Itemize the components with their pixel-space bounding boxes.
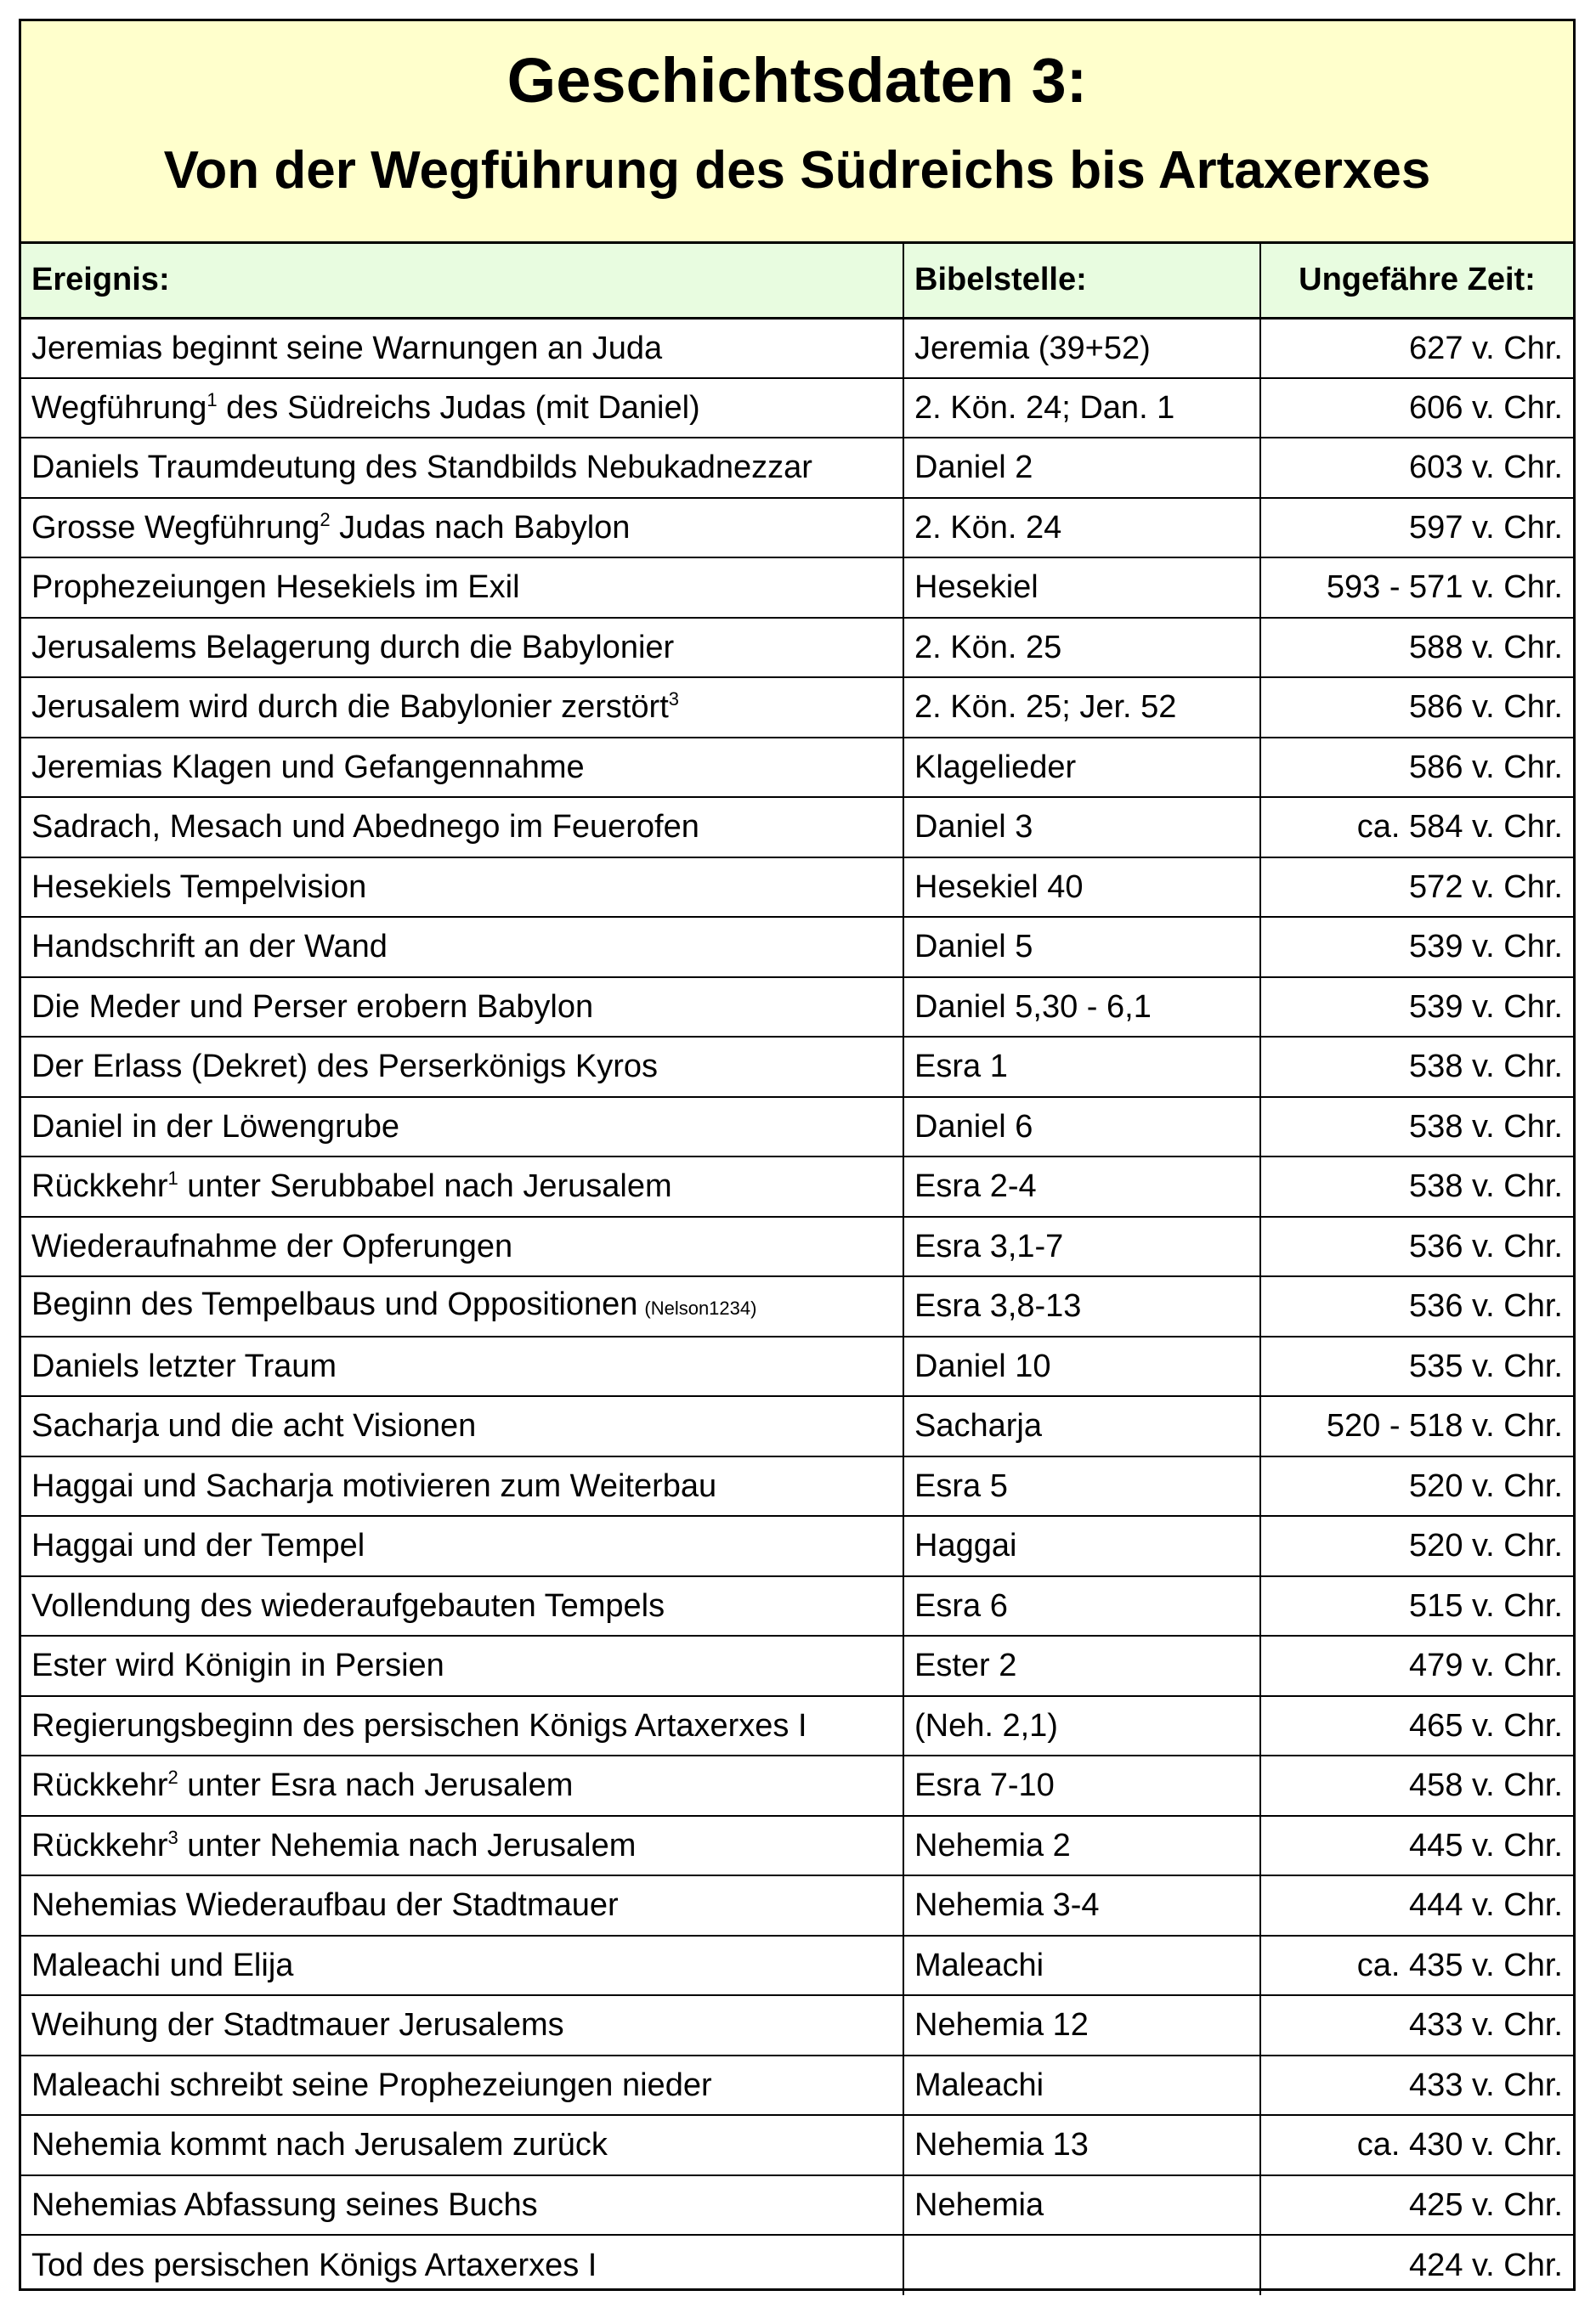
reference-cell: Nehemia 13 bbox=[903, 2115, 1260, 2175]
event-text: Daniels letzter Traum bbox=[31, 1348, 337, 1384]
table-row bbox=[21, 797, 1573, 857]
event-cell bbox=[21, 1456, 903, 1517]
table-row bbox=[21, 1756, 1573, 1816]
event-text: Nehemia kommt nach Jerusalem zurück bbox=[31, 2127, 608, 2163]
event-text: Nehemias Wiederaufbau der Stadtmauer bbox=[31, 1887, 619, 1924]
time-cell: 520 - 518 v. Chr. bbox=[1260, 1396, 1573, 1456]
reference-cell: Daniel 6 bbox=[903, 1097, 1260, 1157]
table-row bbox=[21, 1337, 1573, 1397]
event-text: Rückkehr bbox=[31, 1168, 168, 1205]
time-cell: 520 v. Chr. bbox=[1260, 1456, 1573, 1517]
reference-cell: Daniel 2 bbox=[903, 438, 1260, 498]
time-cell: 539 v. Chr. bbox=[1260, 977, 1573, 1038]
reference-cell: Daniel 5,30 - 6,1 bbox=[903, 977, 1260, 1038]
event-text: Daniel in der Löwengrube bbox=[31, 1108, 400, 1145]
reference-cell: Esra 1 bbox=[903, 1037, 1260, 1097]
time-cell: 539 v. Chr. bbox=[1260, 917, 1573, 977]
time-cell: 606 v. Chr. bbox=[1260, 378, 1573, 438]
time-cell: 593 - 571 v. Chr. bbox=[1260, 557, 1573, 618]
page-title: Geschichtsdaten 3: bbox=[507, 45, 1088, 116]
event-text: Rückkehr bbox=[31, 1827, 168, 1863]
time-cell: 458 v. Chr. bbox=[1260, 1756, 1573, 1816]
reference-cell: Sacharja bbox=[903, 1396, 1260, 1456]
reference-cell: Daniel 3 bbox=[903, 797, 1260, 857]
table-row bbox=[21, 557, 1573, 618]
time-cell: 538 v. Chr. bbox=[1260, 1097, 1573, 1157]
time-cell: 538 v. Chr. bbox=[1260, 1037, 1573, 1097]
table-row bbox=[21, 318, 1573, 378]
reference-cell: Esra 3,8-13 bbox=[903, 1276, 1260, 1337]
event-text: Beginn des Tempelbaus und Oppositionen bbox=[31, 1286, 638, 1322]
event-text: Vollendung des wiederaufgebauten Tempels bbox=[31, 1587, 665, 1624]
reference-cell: Hesekiel 40 bbox=[903, 857, 1260, 918]
time-cell: 597 v. Chr. bbox=[1260, 498, 1573, 558]
event-cell bbox=[21, 618, 903, 678]
event-cell bbox=[21, 2175, 903, 2236]
time-cell: 520 v. Chr. bbox=[1260, 1516, 1573, 1576]
reference-cell: Nehemia bbox=[903, 2175, 1260, 2236]
event-text: Maleachi und Elija bbox=[31, 1947, 294, 1983]
footnote-marker: 1 bbox=[207, 388, 218, 410]
event-text: Nehemias Abfassung seines Buchs bbox=[31, 2186, 538, 2223]
time-cell: 433 v. Chr. bbox=[1260, 2056, 1573, 2116]
event-cell bbox=[21, 1276, 903, 1337]
event-text: Sacharja und die acht Visionen bbox=[31, 1408, 477, 1445]
footnote-marker: 2 bbox=[320, 508, 331, 530]
event-cell bbox=[21, 2235, 903, 2295]
event-text-continued: unter Esra nach Jerusalem bbox=[178, 1767, 574, 1804]
footnote-marker: 2 bbox=[167, 1767, 178, 1789]
time-cell: 444 v. Chr. bbox=[1260, 1875, 1573, 1936]
reference-cell: Klagelieder bbox=[903, 738, 1260, 798]
event-text: Die Meder und Perser erobern Babylon bbox=[31, 988, 594, 1025]
event-cell bbox=[21, 1576, 903, 1637]
event-text: Grosse Wegführung bbox=[31, 509, 320, 546]
header-time: Ungefähre Zeit: bbox=[1260, 244, 1573, 318]
reference-cell: Nehemia 2 bbox=[903, 1816, 1260, 1876]
event-cell bbox=[21, 1156, 903, 1217]
event-text: Wegführung bbox=[31, 389, 207, 426]
event-text: Tod des persischen Königs Artaxerxes I bbox=[31, 2247, 597, 2283]
reference-cell: Haggai bbox=[903, 1516, 1260, 1576]
time-cell: 603 v. Chr. bbox=[1260, 438, 1573, 498]
event-text: Prophezeiungen Hesekiels im Exil bbox=[31, 569, 520, 606]
header-event: Ereignis: bbox=[21, 244, 903, 318]
title-box bbox=[21, 21, 1573, 244]
document-sheet bbox=[19, 19, 1576, 2291]
event-text: Sadrach, Mesach und Abednego im Feuerofen bbox=[31, 809, 699, 845]
reference-cell: Esra 6 bbox=[903, 1576, 1260, 1637]
table-row bbox=[21, 2235, 1573, 2295]
event-cell bbox=[21, 1636, 903, 1696]
time-cell: ca. 435 v. Chr. bbox=[1260, 1936, 1573, 1996]
event-cell bbox=[21, 797, 903, 857]
table-row bbox=[21, 1516, 1573, 1576]
reference-cell: Jeremia (39+52) bbox=[903, 318, 1260, 378]
table-row bbox=[21, 1037, 1573, 1097]
event-text: Hesekiels Tempelvision bbox=[31, 868, 367, 905]
event-cell bbox=[21, 438, 903, 498]
reference-cell: Nehemia 3-4 bbox=[903, 1875, 1260, 1936]
event-cell bbox=[21, 378, 903, 438]
reference-cell: Esra 3,1-7 bbox=[903, 1217, 1260, 1277]
reference-cell bbox=[903, 2235, 1260, 2295]
time-cell: ca. 430 v. Chr. bbox=[1260, 2115, 1573, 2175]
reference-cell: 2. Kön. 25 bbox=[903, 618, 1260, 678]
header-reference: Bibelstelle: bbox=[903, 244, 1260, 318]
event-text-continued: des Südreichs Judas (mit Daniel) bbox=[217, 389, 700, 426]
time-cell: 586 v. Chr. bbox=[1260, 677, 1573, 738]
event-cell bbox=[21, 318, 903, 378]
footnote-marker: 3 bbox=[668, 688, 680, 710]
table-row bbox=[21, 1276, 1573, 1337]
table-row bbox=[21, 1456, 1573, 1517]
table-row bbox=[21, 378, 1573, 438]
reference-cell: Maleachi bbox=[903, 1936, 1260, 1996]
time-cell: 627 v. Chr. bbox=[1260, 318, 1573, 378]
event-text-continued: unter Nehemia nach Jerusalem bbox=[178, 1827, 637, 1863]
event-cell bbox=[21, 857, 903, 918]
reference-cell: 2. Kön. 24 bbox=[903, 498, 1260, 558]
reference-cell: Nehemia 12 bbox=[903, 1995, 1260, 2056]
event-text: Jeremias Klagen und Gefangennahme bbox=[31, 749, 585, 785]
event-cell bbox=[21, 498, 903, 558]
table-row bbox=[21, 1936, 1573, 1996]
event-text: Jerusalems Belagerung durch die Babylonier bbox=[31, 629, 675, 665]
event-text: Jeremias beginnt seine Warnungen an Juda bbox=[31, 330, 663, 366]
event-text: Maleachi schreibt seine Prophezeiungen nieder bbox=[31, 2067, 712, 2103]
event-cell bbox=[21, 1516, 903, 1576]
event-cell bbox=[21, 1875, 903, 1936]
event-cell bbox=[21, 1696, 903, 1756]
event-cell bbox=[21, 557, 903, 618]
table-row bbox=[21, 1217, 1573, 1277]
event-cell bbox=[21, 2115, 903, 2175]
event-cell bbox=[21, 917, 903, 977]
event-cell bbox=[21, 1756, 903, 1816]
table-row bbox=[21, 1156, 1573, 1217]
event-text: Daniels Traumdeutung des Standbilds Nebukadnezzar bbox=[31, 450, 812, 486]
event-cell bbox=[21, 1816, 903, 1876]
time-cell: 425 v. Chr. bbox=[1260, 2175, 1573, 2236]
table-row bbox=[21, 738, 1573, 798]
event-text: Handschrift an der Wand bbox=[31, 929, 388, 965]
table-row bbox=[21, 2175, 1573, 2236]
event-cell bbox=[21, 1396, 903, 1456]
reference-cell: Daniel 10 bbox=[903, 1337, 1260, 1397]
event-cell bbox=[21, 1217, 903, 1277]
table-row bbox=[21, 677, 1573, 738]
reference-cell: (Neh. 2,1) bbox=[903, 1696, 1260, 1756]
event-text: Haggai und der Tempel bbox=[31, 1528, 365, 1564]
reference-cell: Esra 7-10 bbox=[903, 1756, 1260, 1816]
event-cell bbox=[21, 1995, 903, 2056]
table-row bbox=[21, 1097, 1573, 1157]
time-cell: 572 v. Chr. bbox=[1260, 857, 1573, 918]
table-row bbox=[21, 1816, 1573, 1876]
table-row bbox=[21, 977, 1573, 1038]
page-subtitle: Von der Wegführung des Südreichs bis Artaxerxes bbox=[163, 141, 1431, 200]
reference-cell: Ester 2 bbox=[903, 1636, 1260, 1696]
event-text: Regierungsbeginn des persischen Königs Artaxerxes I bbox=[31, 1707, 807, 1744]
time-cell: 479 v. Chr. bbox=[1260, 1636, 1573, 1696]
table-row bbox=[21, 2056, 1573, 2116]
event-text-continued: Judas nach Babylon bbox=[330, 509, 631, 546]
event-text: Jerusalem wird durch die Babylonier zerstört bbox=[31, 689, 669, 726]
table-row bbox=[21, 1396, 1573, 1456]
table-row bbox=[21, 857, 1573, 918]
table-row bbox=[21, 917, 1573, 977]
time-cell: 536 v. Chr. bbox=[1260, 1217, 1573, 1277]
time-cell: 536 v. Chr. bbox=[1260, 1276, 1573, 1337]
event-cell bbox=[21, 1337, 903, 1397]
reference-cell: 2. Kön. 24; Dan. 1 bbox=[903, 378, 1260, 438]
reference-cell: Esra 5 bbox=[903, 1456, 1260, 1517]
event-cell bbox=[21, 677, 903, 738]
event-cell bbox=[21, 1097, 903, 1157]
time-cell: 515 v. Chr. bbox=[1260, 1576, 1573, 1637]
table-row bbox=[21, 2115, 1573, 2175]
reference-cell: Maleachi bbox=[903, 2056, 1260, 2116]
time-cell: 535 v. Chr. bbox=[1260, 1337, 1573, 1397]
table-row bbox=[21, 1995, 1573, 2056]
event-cell bbox=[21, 738, 903, 798]
time-cell: 588 v. Chr. bbox=[1260, 618, 1573, 678]
event-text-continued: unter Serubbabel nach Jerusalem bbox=[178, 1168, 672, 1205]
event-cell bbox=[21, 1936, 903, 1996]
table-row bbox=[21, 498, 1573, 558]
table-row bbox=[21, 1636, 1573, 1696]
event-cell bbox=[21, 977, 903, 1038]
table-body bbox=[21, 318, 1573, 2295]
event-text: Wiederaufnahme der Opferungen bbox=[31, 1228, 513, 1264]
event-text: Der Erlass (Dekret) des Perserkönigs Kyros bbox=[31, 1049, 658, 1085]
timeline-table bbox=[21, 244, 1573, 2295]
reference-cell: 2. Kön. 25; Jer. 52 bbox=[903, 677, 1260, 738]
time-cell: 586 v. Chr. bbox=[1260, 738, 1573, 798]
reference-cell: Hesekiel bbox=[903, 557, 1260, 618]
footnote-marker: 1 bbox=[167, 1168, 178, 1190]
table-row bbox=[21, 1576, 1573, 1637]
event-text: Haggai und Sacharja motivieren zum Weiterbau bbox=[31, 1468, 717, 1504]
footnote-marker: 3 bbox=[167, 1826, 178, 1848]
reference-cell: Daniel 5 bbox=[903, 917, 1260, 977]
event-text: Weihung der Stadtmauer Jerusalems bbox=[31, 2007, 564, 2044]
event-text: Rückkehr bbox=[31, 1767, 168, 1804]
time-cell: 465 v. Chr. bbox=[1260, 1696, 1573, 1756]
table-row bbox=[21, 1696, 1573, 1756]
source-note: (Nelson1234) bbox=[644, 1297, 757, 1319]
time-cell: 445 v. Chr. bbox=[1260, 1816, 1573, 1876]
reference-cell: Esra 2-4 bbox=[903, 1156, 1260, 1217]
time-cell: 538 v. Chr. bbox=[1260, 1156, 1573, 1217]
table-row bbox=[21, 618, 1573, 678]
table-row bbox=[21, 438, 1573, 498]
event-cell bbox=[21, 2056, 903, 2116]
event-text: Ester wird Königin in Persien bbox=[31, 1648, 444, 1684]
event-cell bbox=[21, 1037, 903, 1097]
table-row bbox=[21, 1875, 1573, 1936]
table-header-row bbox=[21, 244, 1573, 318]
time-cell: ca. 584 v. Chr. bbox=[1260, 797, 1573, 857]
time-cell: 433 v. Chr. bbox=[1260, 1995, 1573, 2056]
time-cell: 424 v. Chr. bbox=[1409, 2247, 1563, 2283]
